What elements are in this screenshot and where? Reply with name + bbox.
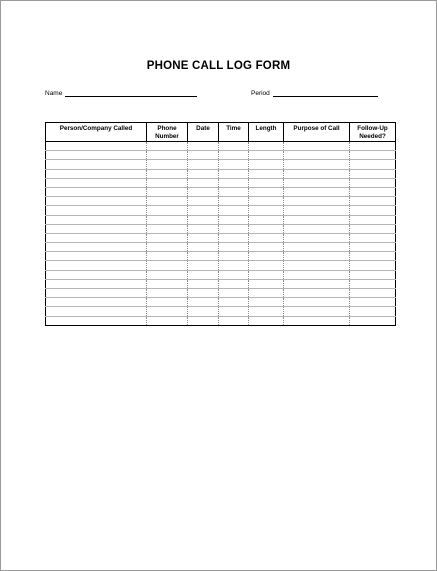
table-cell[interactable] — [46, 160, 147, 169]
table-cell[interactable] — [46, 206, 147, 215]
column-header-length: Length — [249, 123, 284, 142]
table-cell[interactable] — [249, 261, 284, 270]
table-cell[interactable] — [219, 169, 249, 178]
table-cell[interactable] — [284, 187, 350, 196]
table-cell[interactable] — [350, 279, 396, 288]
table-cell[interactable] — [147, 298, 188, 307]
table-cell[interactable] — [46, 151, 147, 160]
table-row — [46, 142, 396, 151]
table-row — [46, 197, 396, 206]
table-cell[interactable] — [350, 206, 396, 215]
table-cell[interactable] — [147, 215, 188, 224]
table-cell[interactable] — [350, 215, 396, 224]
table-cell[interactable] — [219, 298, 249, 307]
table-cell[interactable] — [147, 279, 188, 288]
table-cell[interactable] — [147, 197, 188, 206]
table-cell[interactable] — [147, 270, 188, 279]
table-row — [46, 307, 396, 316]
table-cell[interactable] — [350, 224, 396, 233]
table-cell[interactable] — [46, 169, 147, 178]
table-cell[interactable] — [46, 178, 147, 187]
column-header-date: Date — [188, 123, 219, 142]
table-row — [46, 215, 396, 224]
table-row — [46, 289, 396, 298]
table-cell[interactable] — [46, 270, 147, 279]
table-cell[interactable] — [249, 316, 284, 325]
table-cell[interactable] — [284, 142, 350, 151]
table-cell[interactable] — [219, 316, 249, 325]
name-label: Name — [45, 90, 63, 97]
table-cell[interactable] — [147, 160, 188, 169]
table-row — [46, 261, 396, 270]
table-cell[interactable] — [46, 142, 147, 151]
table-cell[interactable] — [188, 215, 219, 224]
table-cell[interactable] — [219, 252, 249, 261]
period-line[interactable] — [273, 90, 378, 97]
table-cell[interactable] — [219, 307, 249, 316]
table-row — [46, 187, 396, 196]
table-cell[interactable] — [249, 178, 284, 187]
table-cell[interactable] — [219, 233, 249, 242]
table-cell[interactable] — [249, 307, 284, 316]
table-cell[interactable] — [350, 187, 396, 196]
table-cell[interactable] — [188, 270, 219, 279]
table-cell[interactable] — [284, 307, 350, 316]
form-title: PHONE CALL LOG FORM — [146, 60, 291, 72]
table-cell[interactable] — [188, 298, 219, 307]
column-header-follow-up: Follow-Up Needed? — [350, 123, 396, 142]
table-cell[interactable] — [249, 206, 284, 215]
table-cell[interactable] — [219, 142, 249, 151]
period-field[interactable] — [251, 90, 378, 97]
table-cell[interactable] — [350, 169, 396, 178]
table-cell[interactable] — [147, 307, 188, 316]
table-row — [46, 252, 396, 261]
table-cell[interactable] — [46, 197, 147, 206]
table-cell[interactable] — [350, 142, 396, 151]
table-cell[interactable] — [350, 252, 396, 261]
table-cell[interactable] — [350, 243, 396, 252]
table-cell[interactable] — [147, 187, 188, 196]
table-cell[interactable] — [249, 298, 284, 307]
table-cell[interactable] — [188, 224, 219, 233]
table-cell[interactable] — [284, 316, 350, 325]
period-label: Period — [251, 90, 270, 97]
table-cell[interactable] — [188, 279, 219, 288]
table-row — [46, 243, 396, 252]
table-cell[interactable] — [219, 197, 249, 206]
table-cell[interactable] — [46, 316, 147, 325]
table-cell[interactable] — [284, 197, 350, 206]
table-cell[interactable] — [249, 252, 284, 261]
table-cell[interactable] — [188, 261, 219, 270]
table-cell[interactable] — [284, 279, 350, 288]
table-cell[interactable] — [249, 151, 284, 160]
table-cell[interactable] — [188, 169, 219, 178]
table-cell[interactable] — [249, 187, 284, 196]
table-row — [46, 178, 396, 187]
table-cell[interactable] — [284, 160, 350, 169]
table-cell[interactable] — [147, 178, 188, 187]
table-cell[interactable] — [188, 289, 219, 298]
table-cell[interactable] — [219, 243, 249, 252]
table-cell[interactable] — [219, 261, 249, 270]
table-cell[interactable] — [188, 187, 219, 196]
table-row — [46, 169, 396, 178]
table-cell[interactable] — [147, 243, 188, 252]
table-cell[interactable] — [350, 151, 396, 160]
table-cell[interactable] — [284, 252, 350, 261]
table-row — [46, 224, 396, 233]
table-cell[interactable] — [219, 289, 249, 298]
table-cell[interactable] — [249, 289, 284, 298]
table-cell[interactable] — [284, 233, 350, 242]
table-cell[interactable] — [46, 224, 147, 233]
table-cell[interactable] — [219, 151, 249, 160]
column-header-time: Time — [219, 123, 249, 142]
column-header-person-company: Person/Company Called — [46, 123, 147, 142]
name-field[interactable] — [45, 90, 197, 97]
column-header-phone-number: Phone Number — [147, 123, 188, 142]
table-cell[interactable] — [147, 151, 188, 160]
table-cell[interactable] — [249, 197, 284, 206]
table-row — [46, 233, 396, 242]
column-header-purpose: Purpose of Call — [284, 123, 350, 142]
table-cell[interactable] — [249, 142, 284, 151]
table-row — [46, 160, 396, 169]
table-cell[interactable] — [188, 160, 219, 169]
call-log-table — [45, 122, 396, 326]
table-cell[interactable] — [188, 178, 219, 187]
table-cell[interactable] — [188, 233, 219, 242]
table-cell[interactable] — [46, 233, 147, 242]
table-row — [46, 316, 396, 325]
table-cell[interactable] — [350, 233, 396, 242]
table-cell[interactable] — [188, 197, 219, 206]
table-cell[interactable] — [147, 233, 188, 242]
table-cell[interactable] — [147, 289, 188, 298]
table-cell[interactable] — [219, 215, 249, 224]
table-cell[interactable] — [219, 279, 249, 288]
table-cell[interactable] — [188, 142, 219, 151]
table-cell[interactable] — [350, 261, 396, 270]
table-cell[interactable] — [46, 289, 147, 298]
table-cell[interactable] — [284, 270, 350, 279]
table-cell[interactable] — [350, 270, 396, 279]
table-cell[interactable] — [284, 261, 350, 270]
table-cell[interactable] — [249, 279, 284, 288]
table-cell[interactable] — [219, 206, 249, 215]
table-cell[interactable] — [188, 252, 219, 261]
table-cell[interactable] — [46, 279, 147, 288]
table-cell[interactable] — [147, 169, 188, 178]
table-row — [46, 279, 396, 288]
table-cell[interactable] — [350, 316, 396, 325]
table-cell[interactable] — [46, 187, 147, 196]
table-cell[interactable] — [249, 169, 284, 178]
table-cell[interactable] — [46, 215, 147, 224]
name-line[interactable] — [65, 90, 197, 97]
table-cell[interactable] — [284, 224, 350, 233]
table-cell[interactable] — [219, 178, 249, 187]
table-cell[interactable] — [147, 261, 188, 270]
table-cell[interactable] — [284, 151, 350, 160]
table-cell[interactable] — [350, 197, 396, 206]
table-cell[interactable] — [188, 151, 219, 160]
table-cell[interactable] — [350, 298, 396, 307]
table-row — [46, 206, 396, 215]
table-cell[interactable] — [46, 243, 147, 252]
table-cell[interactable] — [350, 289, 396, 298]
table-cell[interactable] — [284, 243, 350, 252]
table-cell[interactable] — [147, 206, 188, 215]
table-cell[interactable] — [46, 307, 147, 316]
table-cell[interactable] — [219, 187, 249, 196]
table-cell[interactable] — [188, 206, 219, 215]
table-row — [46, 151, 396, 160]
table-row — [46, 270, 396, 279]
table-cell[interactable] — [350, 160, 396, 169]
table-cell[interactable] — [350, 178, 396, 187]
table-cell[interactable] — [188, 316, 219, 325]
table-cell[interactable] — [147, 252, 188, 261]
table-cell[interactable] — [219, 160, 249, 169]
table-cell[interactable] — [147, 224, 188, 233]
table-cell[interactable] — [147, 142, 188, 151]
header-row — [46, 123, 396, 142]
table-cell[interactable] — [249, 215, 284, 224]
table-cell[interactable] — [249, 160, 284, 169]
table-cell[interactable] — [46, 298, 147, 307]
table-cell[interactable] — [284, 289, 350, 298]
table-cell[interactable] — [249, 243, 284, 252]
table-cell[interactable] — [188, 243, 219, 252]
table-cell[interactable] — [284, 178, 350, 187]
table-row — [46, 298, 396, 307]
table-cell[interactable] — [46, 252, 147, 261]
table-cell[interactable] — [249, 270, 284, 279]
table-cell[interactable] — [284, 206, 350, 215]
table-cell[interactable] — [350, 307, 396, 316]
table-cell[interactable] — [46, 261, 147, 270]
table-cell[interactable] — [188, 307, 219, 316]
table-cell[interactable] — [219, 224, 249, 233]
table-cell[interactable] — [284, 215, 350, 224]
table-cell[interactable] — [249, 233, 284, 242]
table-cell[interactable] — [147, 316, 188, 325]
table-cell[interactable] — [284, 298, 350, 307]
table-cell[interactable] — [284, 169, 350, 178]
table-body — [46, 142, 396, 326]
table-cell[interactable] — [249, 224, 284, 233]
table-cell[interactable] — [219, 270, 249, 279]
